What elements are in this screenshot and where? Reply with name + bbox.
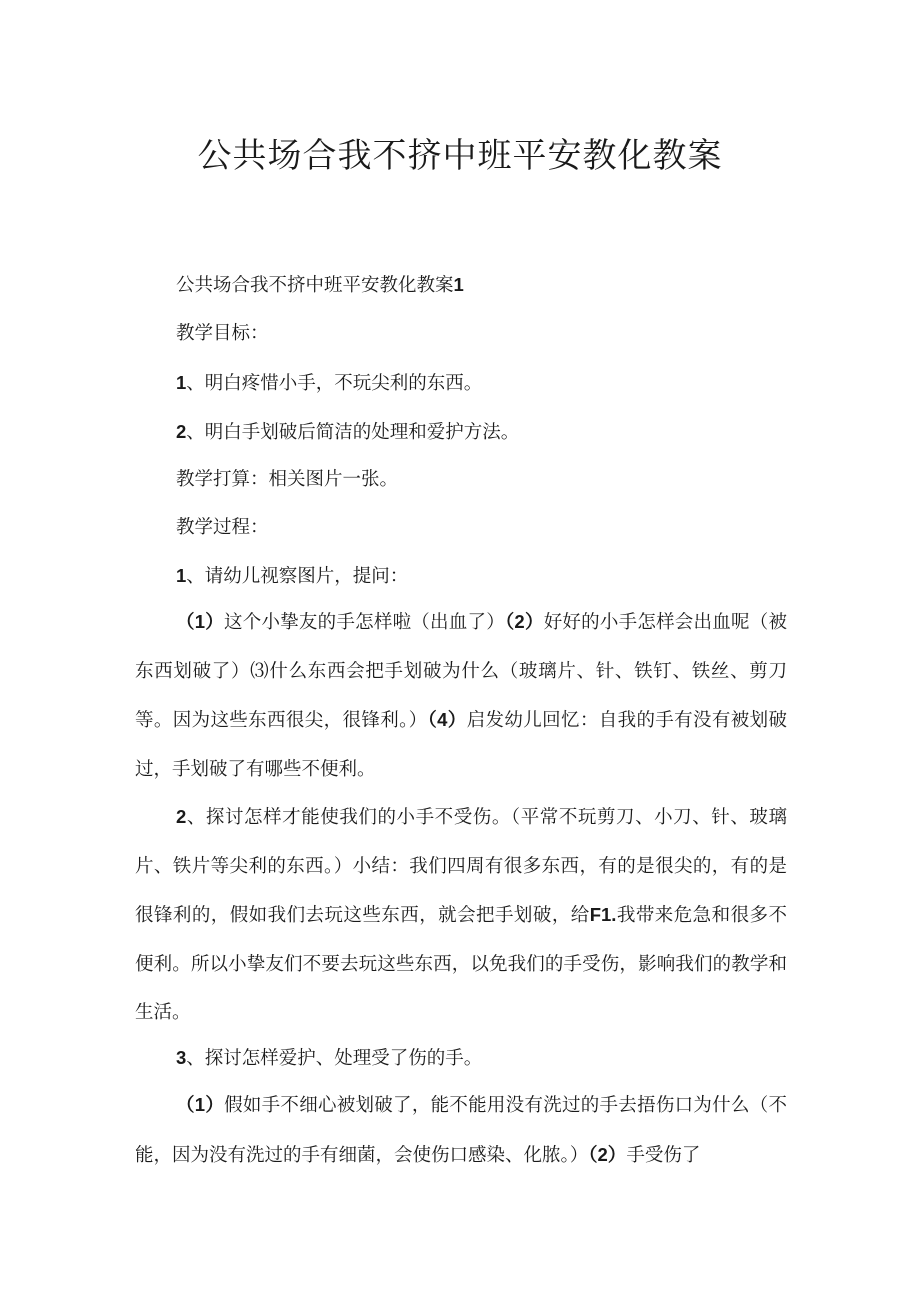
care-marker-2: （2） bbox=[588, 1143, 627, 1165]
section-heading-number: 1 bbox=[453, 274, 464, 295]
process-label: 教学过程： bbox=[176, 517, 269, 538]
paragraph-step-2 bbox=[135, 793, 787, 1038]
step-3-number: 3 bbox=[176, 1047, 187, 1068]
section-heading-text: 公共场合我不挤中班平安教化教案 bbox=[176, 275, 454, 296]
goal-2-text: 、明白手划破后简洁的处理和爱护方法。 bbox=[186, 422, 520, 443]
question-marker-1: （1） bbox=[176, 611, 224, 632]
question-marker-2: （2） bbox=[504, 611, 544, 632]
step-2-number: 2 bbox=[176, 806, 187, 827]
step-2-text: 、探讨怎样才能使我们的小手不受伤。（平常不玩剪刀、小刀、针、玻璃片、铁片等尖利的东西。）小结：我们四周有很多东西，有的是很尖的，有的是很锋利的，假如我们去玩这些东西，就会把手划破，给 bbox=[135, 807, 787, 926]
goal-1-text: 、明白疼惜小手，不玩尖利的东西。 bbox=[186, 373, 483, 394]
document-title: 公共场合我不挤中班平安教化教案 bbox=[197, 136, 723, 176]
preparation-line: 教学打算：相关图片一张。 bbox=[176, 469, 399, 490]
care-text-2: 手受伤了 bbox=[626, 1144, 701, 1166]
goal-2-number: 2 bbox=[176, 421, 187, 442]
goal-item-1 bbox=[176, 370, 482, 397]
care-text-1: 假如手不细心被划破了，能不能用没有洗过的手去捂伤口为什么（不能，因为没有洗过的手有细菌，会使伤口感染、化脓。） bbox=[135, 1095, 787, 1166]
step-2-text-cont: 我带来危急和很多不便利。所以小挚友们不要去玩这些东西，以免我们的手受伤，影响我们的教学和生活。 bbox=[135, 905, 787, 1023]
step-1-line bbox=[176, 563, 408, 590]
step-3-text: 、探讨怎样爱护、处理受了伤的手。 bbox=[186, 1048, 483, 1069]
step-1-number: 1 bbox=[176, 565, 187, 586]
goals-label: 教学目标： bbox=[176, 323, 269, 344]
paragraph-questions bbox=[135, 598, 787, 794]
question-text-4: 启发幼儿回忆：自我的手有没有被划破过，手划破了有哪些不便利。 bbox=[135, 710, 787, 780]
step-2-mark: F1. bbox=[589, 904, 617, 925]
paragraph-step-3 bbox=[135, 1081, 787, 1180]
goal-1-number: 1 bbox=[176, 372, 187, 393]
question-text-2: 好好的小手怎样会出血呢（被东西划破了）⑶什么东西会把手划破为什么（玻璃片、针、铁钉、铁丝、剪刀等。因为这些东西很尖，很锋利。） bbox=[135, 612, 787, 731]
step-1-text: 、请幼儿视察图片，提问： bbox=[186, 566, 409, 587]
goal-item-2 bbox=[176, 419, 519, 446]
question-text-1: 这个小挚友的手怎样啦（出血了） bbox=[223, 612, 505, 633]
care-marker-1: （1） bbox=[176, 1094, 225, 1115]
section-heading bbox=[176, 272, 464, 299]
step-3-line bbox=[176, 1045, 482, 1072]
question-marker-4: （4） bbox=[427, 709, 467, 730]
